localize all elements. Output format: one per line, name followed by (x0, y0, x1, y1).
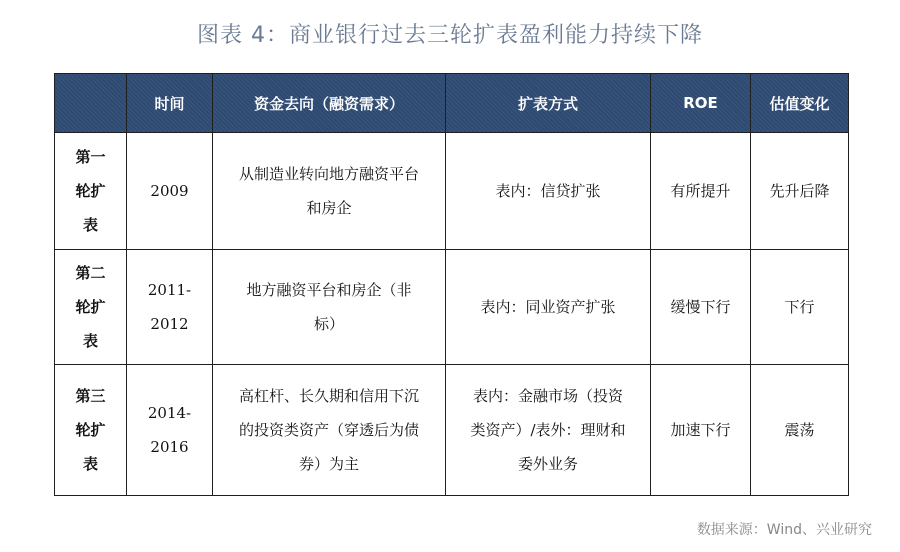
header-destination: 资金去向（融资需求） (213, 74, 446, 133)
header-corner (55, 74, 127, 133)
cell-valuation: 下行 (751, 250, 849, 365)
header-time: 时间 (127, 74, 213, 133)
cell-method: 表内：信贷扩张 (446, 133, 651, 250)
cell-destination: 从制造业转向地方融资平台 和房企 (213, 133, 446, 250)
cell-time: 2014- 2016 (127, 365, 213, 496)
comparison-table (54, 73, 849, 496)
cell-destination: 高杠杆、长久期和信用下沉 的投资类资产（穿透后为债 券）为主 (213, 365, 446, 496)
source-note: 数据来源：Wind、兴业研究 (696, 522, 872, 538)
cell-roe: 缓慢下行 (651, 250, 751, 365)
row-label: 第二 轮扩 表 (55, 250, 127, 365)
cell-roe: 有所提升 (651, 133, 751, 250)
cell-method: 表内：同业资产扩张 (446, 250, 651, 365)
header-valuation: 估值变化 (751, 74, 849, 133)
cell-roe: 加速下行 (651, 365, 751, 496)
row-label: 第三 轮扩 表 (55, 365, 127, 496)
header-row (55, 74, 849, 133)
cell-method: 表内：金融市场（投资 类资产）/表外：理财和 委外业务 (446, 365, 651, 496)
cell-valuation: 震荡 (751, 365, 849, 496)
row-label: 第一 轮扩 表 (55, 133, 127, 250)
table-row (55, 365, 849, 496)
figure-title: 图表 4：商业银行过去三轮扩表盈利能力持续下降 (197, 23, 703, 48)
cell-time: 2011- 2012 (127, 250, 213, 365)
table-row (55, 250, 849, 365)
cell-destination: 地方融资平台和房企（非 标） (213, 250, 446, 365)
header-roe: ROE (651, 74, 751, 133)
cell-valuation: 先升后降 (751, 133, 849, 250)
header-method: 扩表方式 (446, 74, 651, 133)
cell-time: 2009 (127, 133, 213, 250)
table-row (55, 133, 849, 250)
